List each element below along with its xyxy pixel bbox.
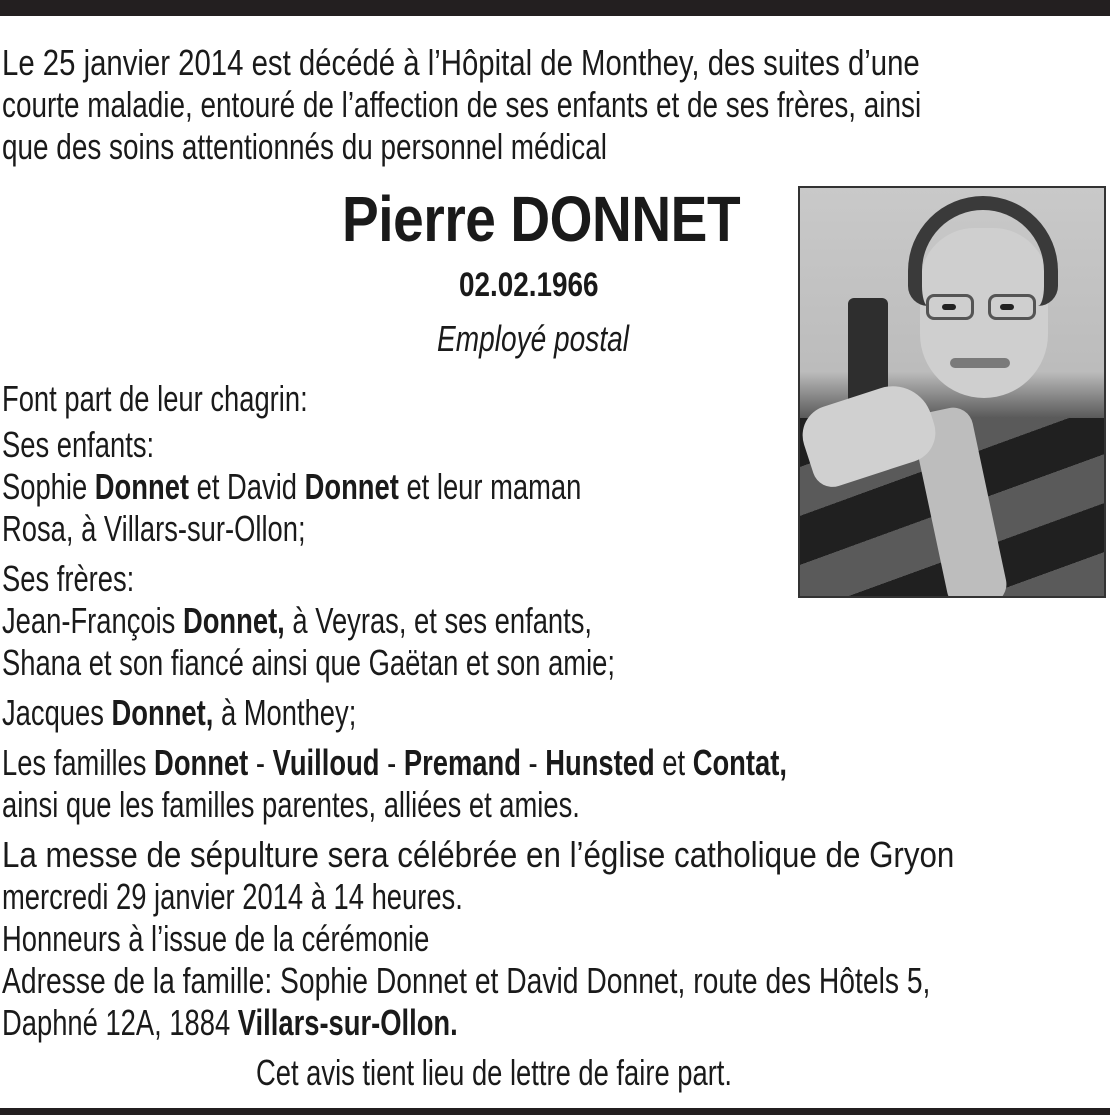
deceased-name: Pierre DONNET (342, 183, 741, 255)
birth-date: 02.02.1966 (459, 266, 599, 304)
ceremony-date: mercredi 29 janvier 2014 à 14 heures. (2, 876, 463, 917)
surname: Contat, (692, 742, 787, 783)
photo-moustache (950, 358, 1010, 368)
brothers-heading: Ses frères: (2, 558, 135, 599)
surname: Donnet, (111, 692, 214, 733)
surname: Donnet (94, 466, 190, 507)
surname: Donnet (304, 466, 399, 507)
surname: Premand (403, 742, 521, 783)
intro-line: que des soins attentionnés du personnel médical (2, 126, 607, 167)
brother-entry-family: Shana et son fiancé ainsi que Gaëtan et son amie; (2, 642, 615, 683)
intro-paragraph (2, 42, 1104, 168)
footer-note: Cet avis tient lieu de lettre de faire part. (256, 1052, 733, 1093)
family-address: Adresse de la famille: Sophie Donnet et David Donnet, route des Hôtels 5, (2, 960, 931, 1001)
photo-eye (1000, 304, 1014, 310)
photo-eye (942, 304, 956, 310)
surname: Donnet (154, 742, 249, 783)
surname: Vuilloud (272, 742, 380, 783)
city-name: Villars-sur-Ollon. (237, 1002, 458, 1043)
mourners-heading: Font part de leur chagrin: (2, 378, 308, 419)
children-names: Sophie Donnet et David Donnet et leur maman (2, 466, 582, 507)
surname: Donnet, (182, 600, 285, 641)
bottom-rule (0, 1108, 1110, 1115)
intro-line: Le 25 janvier 2014 est décédé à l’Hôpital de Monthey, des suites d’une (2, 42, 920, 83)
families-extended: ainsi que les familles parentes, alliées et amies. (2, 784, 580, 825)
photo-hair (908, 196, 1058, 306)
children-mother: Rosa, à Villars-sur-Ollon; (2, 508, 306, 549)
occupation: Employé postal (437, 318, 629, 359)
ceremony-text: La messe de sépulture sera célébrée en l’église catholique de Gryon (2, 834, 955, 875)
brother-entry: Jacques Donnet, à Monthey; (2, 692, 357, 733)
intro-line: courte maladie, entouré de l’affection de ses enfants et de ses frères, ainsi (2, 84, 922, 125)
surname: Hunsted (545, 742, 655, 783)
top-rule (0, 0, 1110, 16)
family-address-city: Daphné 12A, 1884 Villars-sur-Ollon. (2, 1002, 458, 1043)
portrait-photo (798, 186, 1106, 598)
families-list: Les familles Donnet - Vuilloud - Premand - Hunsted et Contat, (2, 742, 787, 783)
ceremony-honours: Honneurs à l’issue de la cérémonie (2, 918, 430, 959)
children-heading: Ses enfants: (2, 424, 155, 465)
brother-entry: Jean-François Donnet, à Veyras, et ses enfants, (2, 600, 593, 641)
